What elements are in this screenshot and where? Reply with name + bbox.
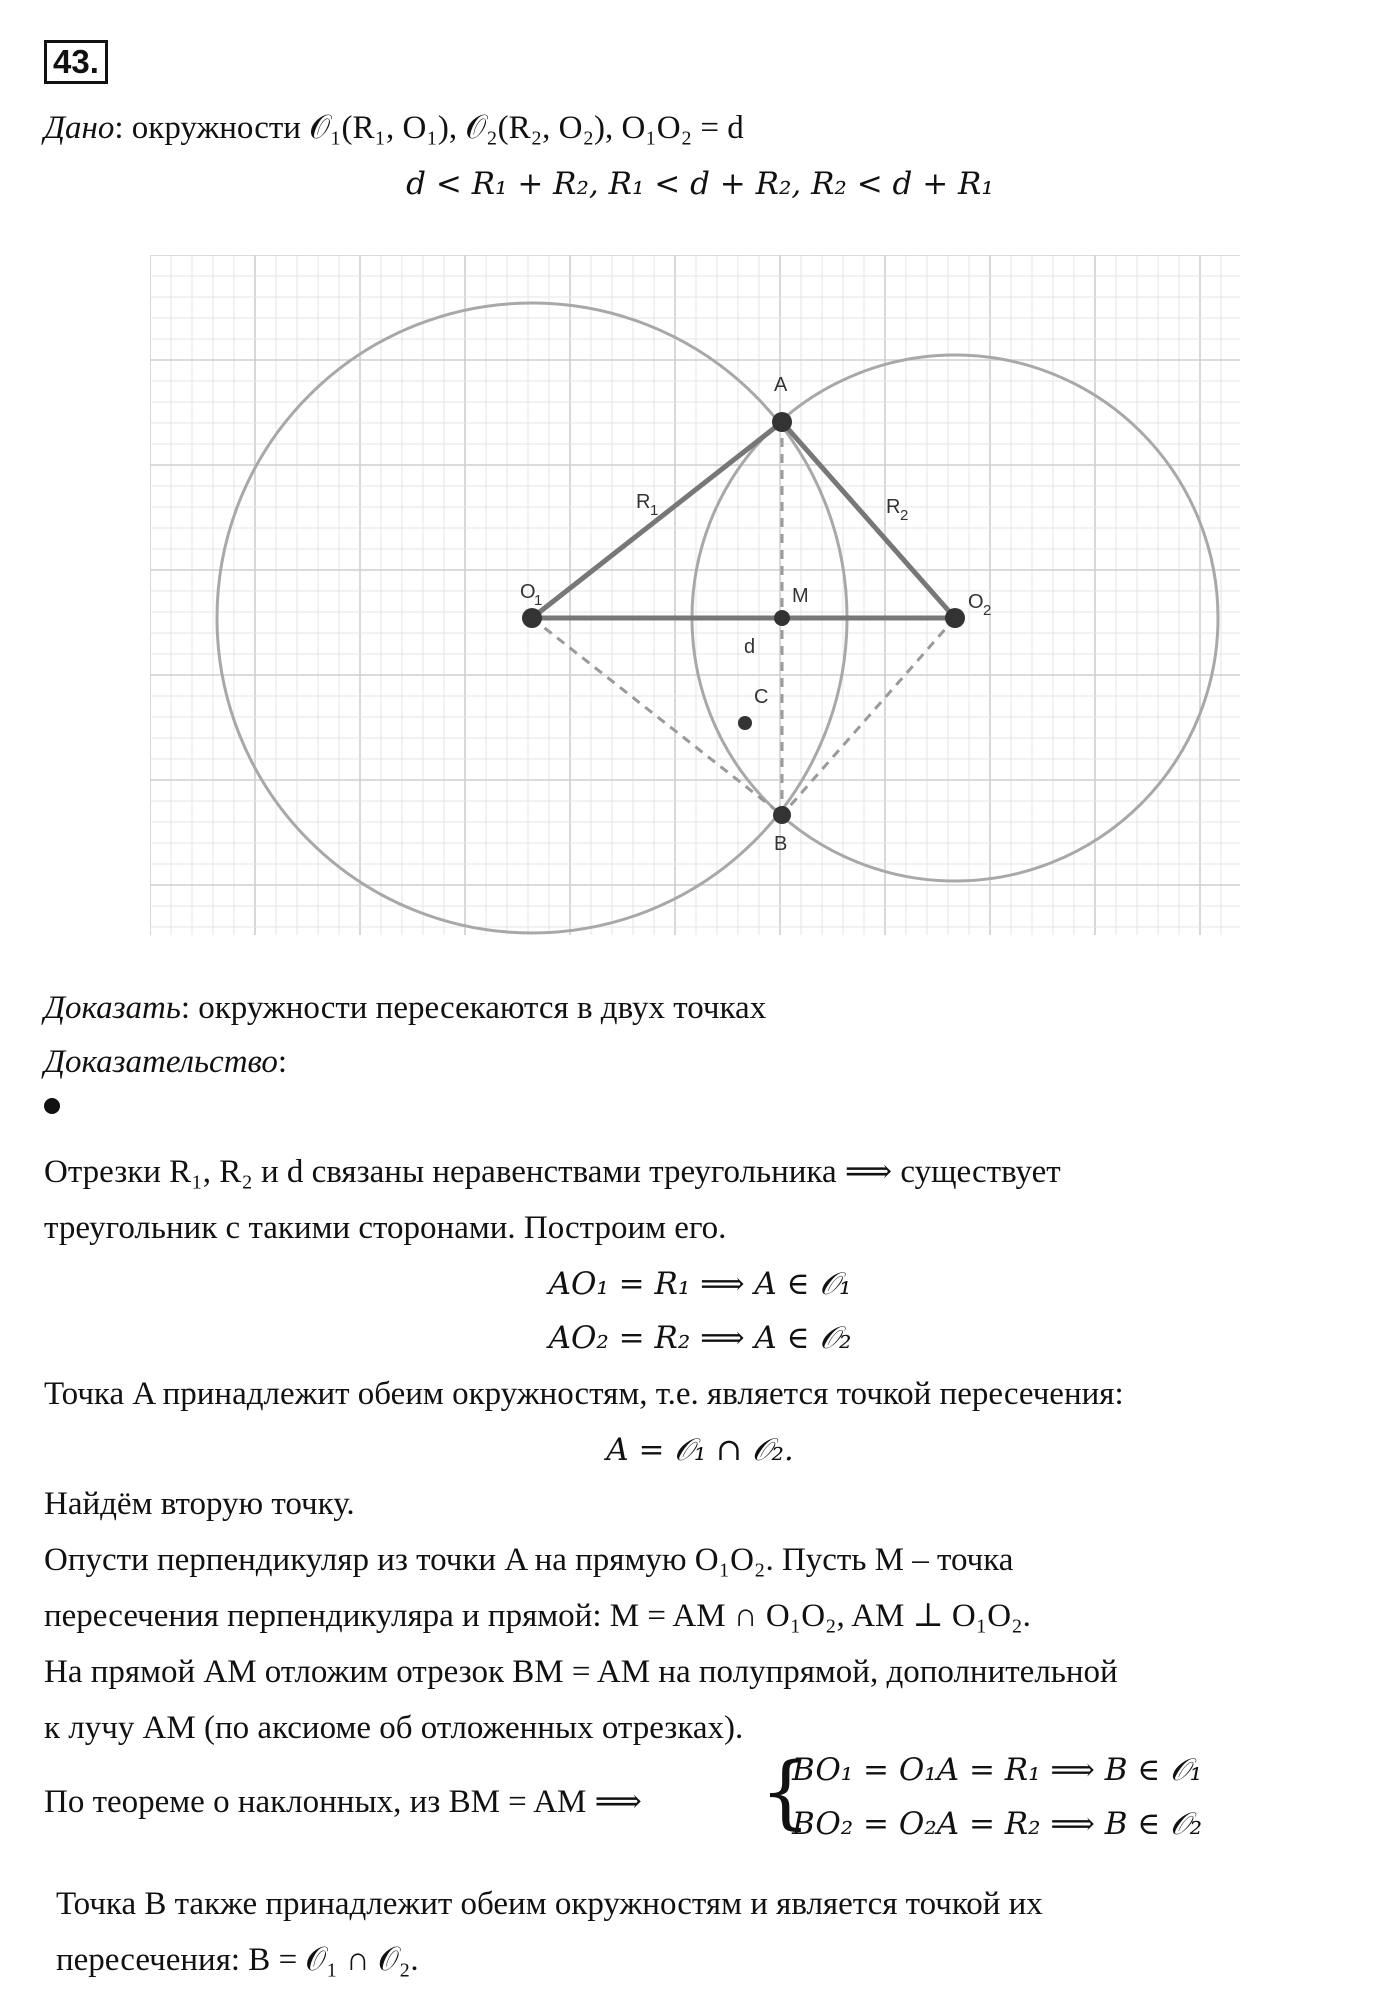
- point-a: [772, 412, 792, 432]
- paragraph-8: к лучу AM (по аксиоме об отложенных отрезках).: [44, 1710, 744, 1746]
- label-o2: O: [968, 591, 984, 613]
- geometry-figure: [150, 255, 1260, 985]
- given-line: [44, 108, 744, 148]
- point-c: [738, 716, 752, 730]
- paragraph-3: Точка A принадлежит обеим окружностям, т.е. является точкой пересечения:: [44, 1376, 1124, 1412]
- grid: [150, 255, 1240, 935]
- given-text: : окружности 𝒪₁(R₁, O₁), 𝒪₂(R₂, O₂), O₁O₂ = d: [114, 110, 744, 146]
- paragraph-1: Отрезки R₁, R₂ и d связаны неравенствами треугольника ⟹ существует: [44, 1154, 1061, 1190]
- label-c: C: [754, 686, 769, 708]
- system-line-1: BO₁ = O₁A = R₁ ⟹ B ∈ 𝒪₁: [792, 1752, 1203, 1788]
- label-d: d: [744, 636, 756, 658]
- proof-colon: :: [277, 1044, 288, 1080]
- prove-label: Доказать: [44, 990, 181, 1026]
- paragraph-9: По теореме о наклонных, из BM = AM ⟹: [44, 1784, 642, 1820]
- paragraph-6: пересечения перпендикуляра и прямой: M = AM ∩ O₁O₂, AM ⊥ O₁O₂.: [44, 1598, 1031, 1634]
- proof-label-line: [44, 1042, 287, 1082]
- label-o1-sub: 1: [534, 592, 543, 609]
- label-o1: O: [520, 581, 536, 603]
- label-r1-sub: 1: [650, 502, 659, 519]
- label-a: A: [774, 374, 788, 396]
- label-b: B: [774, 833, 788, 855]
- point-o2: [945, 608, 965, 628]
- paragraph-5: Опусти перпендикуляр из точки A на прямую O₁O₂. Пусть M – точка: [44, 1542, 1014, 1578]
- given-inequalities: d < R₁ + R₂, R₁ < d + R₂, R₂ < d + R₁: [406, 166, 994, 202]
- paragraph-10: Точка B также принадлежит обеим окружностям и является точкой их: [56, 1886, 1043, 1922]
- paragraph-4: Найдём вторую точку.: [44, 1486, 355, 1522]
- paragraph-7: На прямой AM отложим отрезок BM = AM на полупрямой, дополнительной: [44, 1654, 1118, 1690]
- point-b: [773, 806, 791, 824]
- paragraph-2: треугольник с такими сторонами. Построим его.: [44, 1210, 727, 1246]
- prove-line: [44, 988, 766, 1028]
- problem-number: 43.: [44, 40, 108, 84]
- label-r2-sub: 2: [900, 507, 909, 524]
- label-o2-sub: 2: [983, 602, 992, 619]
- system-line-2: BO₂ = O₂A = R₂ ⟹ B ∈ 𝒪₂: [792, 1806, 1203, 1842]
- equation-1: AO₁ = R₁ ⟹ A ∈ 𝒪₁: [548, 1266, 852, 1302]
- prove-text: : окружности пересекаются в двух точках: [180, 990, 767, 1026]
- point-o1: [522, 608, 542, 628]
- equation-2: AO₂ = R₂ ⟹ A ∈ 𝒪₂: [548, 1320, 852, 1356]
- given-label: Дано: [44, 110, 115, 146]
- equation-3: A = 𝒪₁ ∩ 𝒪₂.: [606, 1432, 794, 1468]
- paragraph-11: пересечения: B = 𝒪₁ ∩ 𝒪₂.: [56, 1942, 419, 1978]
- label-m: M: [792, 585, 809, 607]
- label-r1: R: [636, 491, 651, 513]
- point-m: [774, 610, 790, 626]
- bullet: [44, 1098, 60, 1114]
- system-brace: {: [760, 1745, 811, 1838]
- proof-label: Доказательство: [44, 1044, 278, 1080]
- label-r2: R: [886, 496, 901, 518]
